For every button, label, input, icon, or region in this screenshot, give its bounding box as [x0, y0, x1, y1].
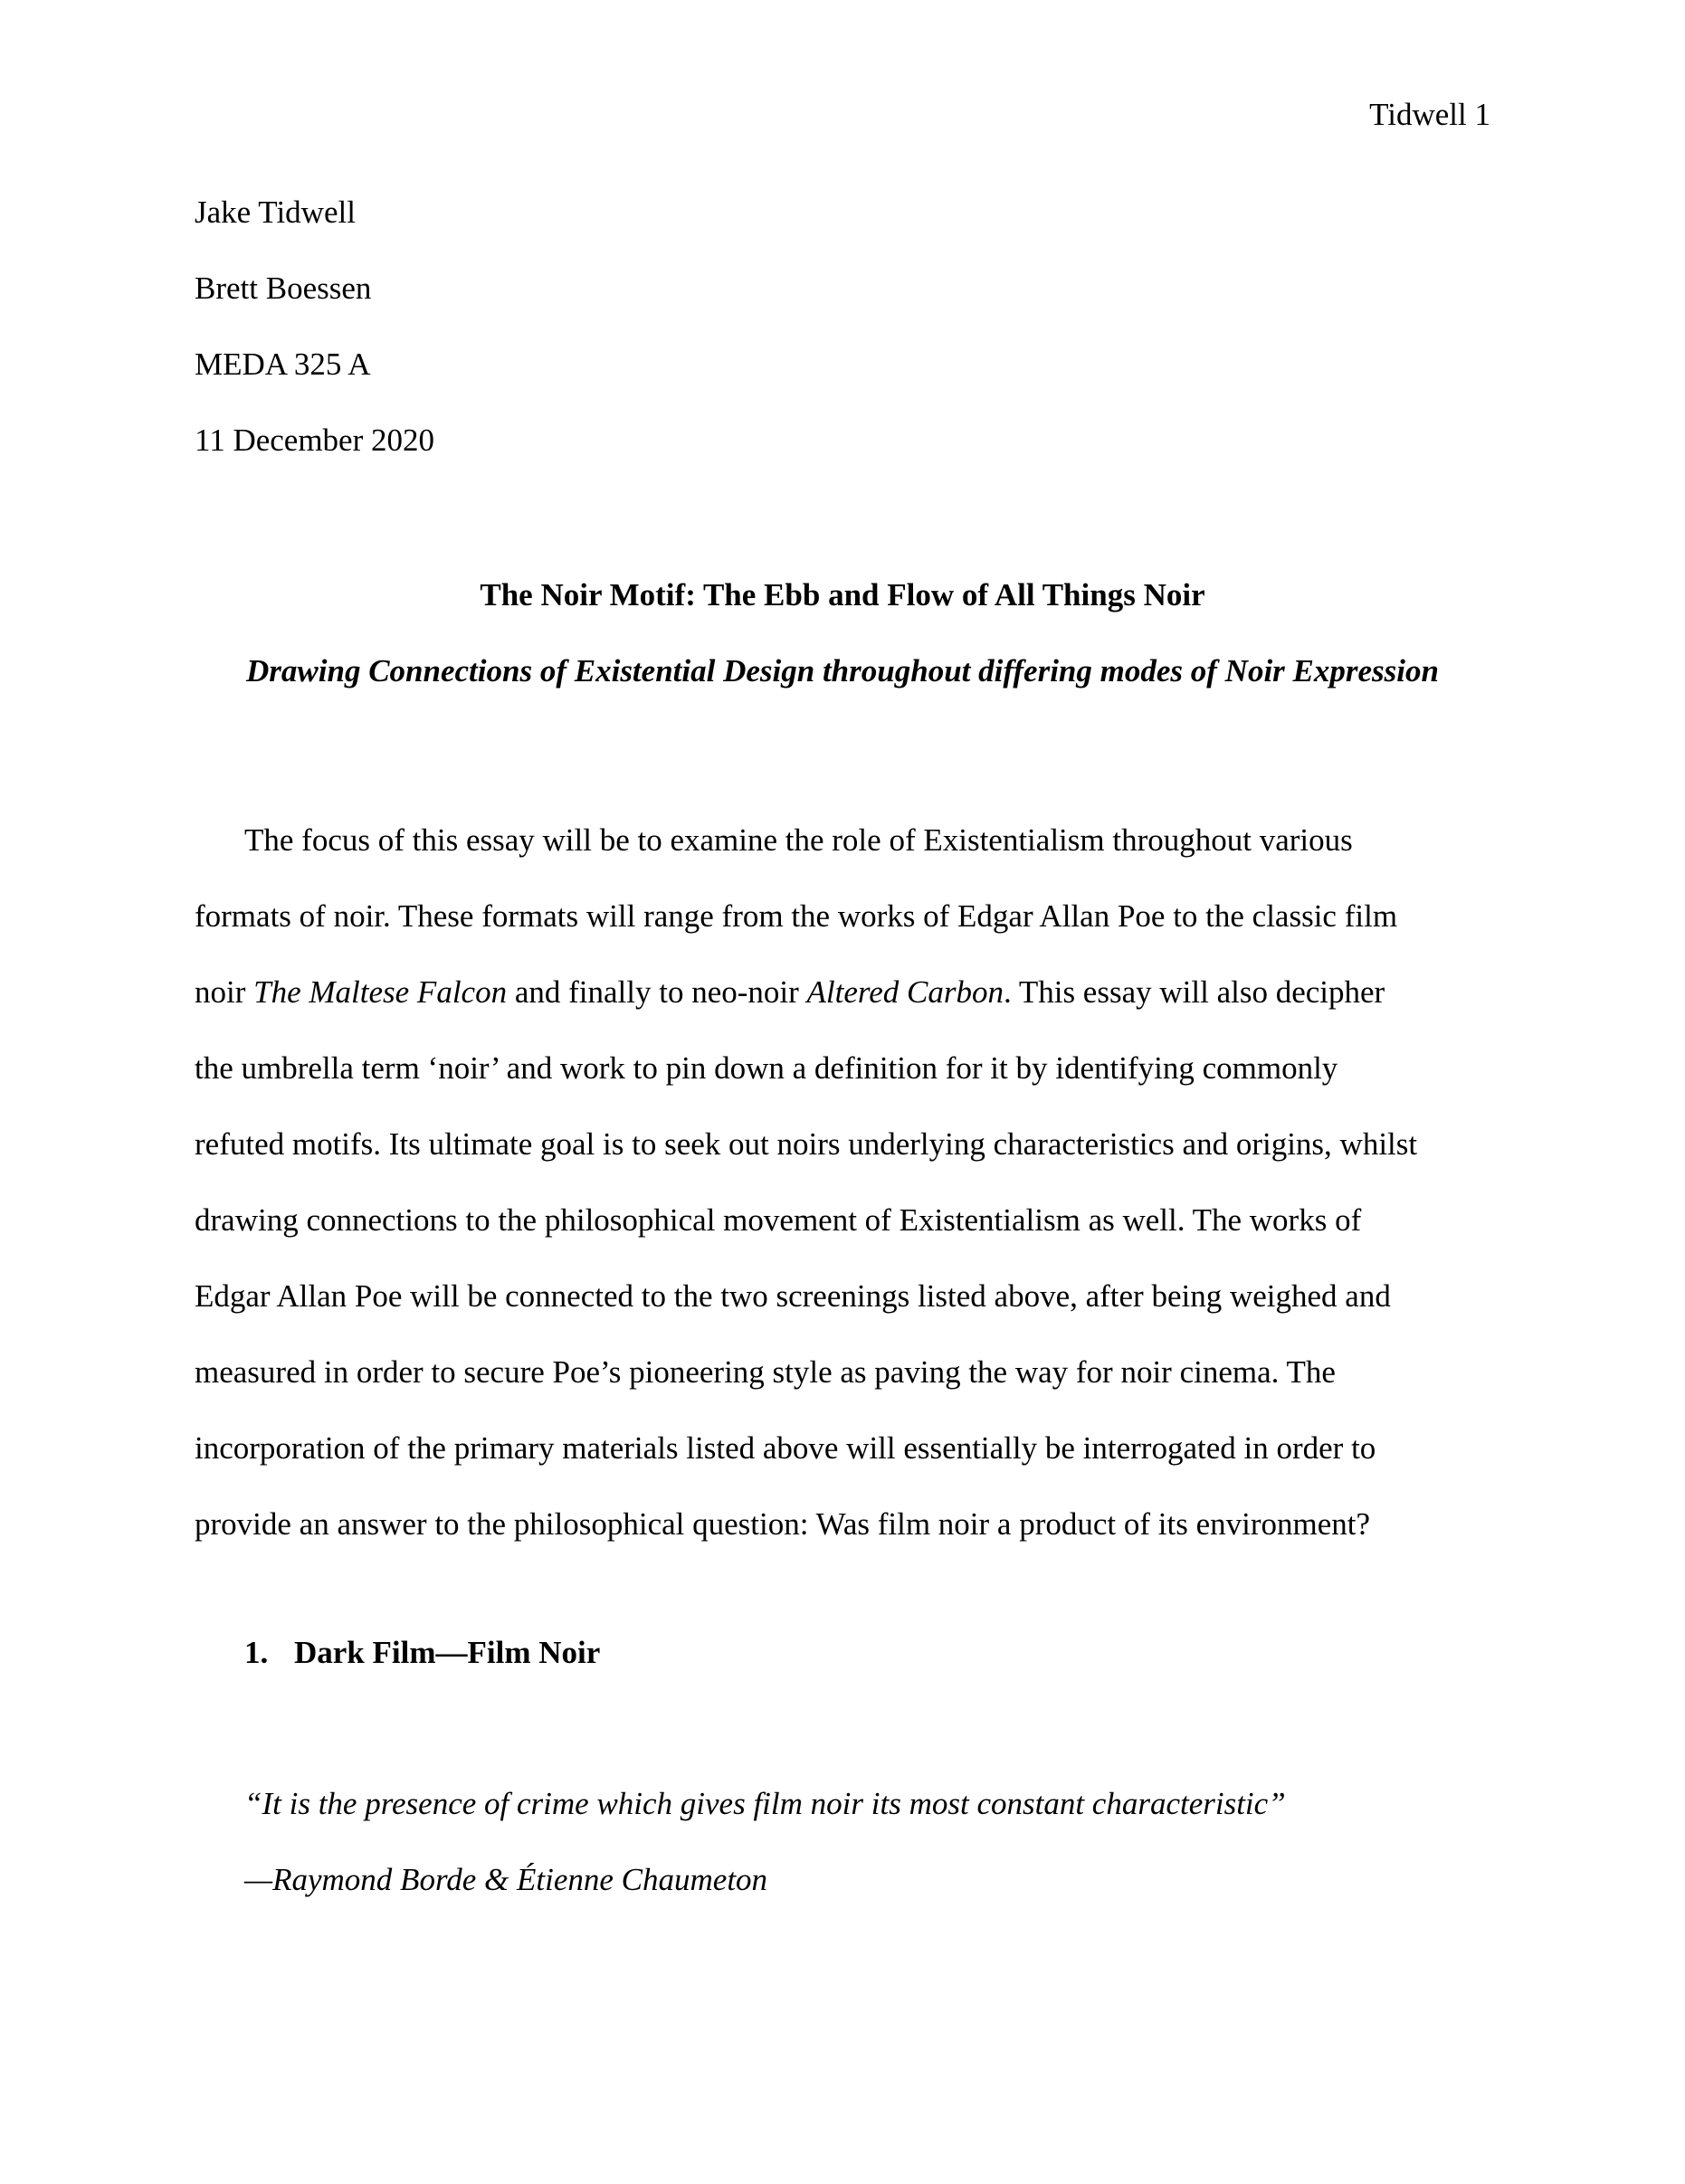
intro-paragraph — [195, 802, 1490, 1562]
paragraph-line: The focus of this essay will be to examine the role of Existentialism throughout various — [244, 822, 1353, 858]
text-run: and finally to neo-noir — [507, 974, 807, 1010]
essay-title: The Noir Motif: The Ebb and Flow of All Things Noir — [480, 577, 1205, 612]
paragraph-line: measured in order to secure Poe’s pioneering style as paving the way for noir cinema. The — [195, 1354, 1336, 1390]
course-name: MEDA 325 A — [195, 347, 371, 382]
text-run: . This essay will also decipher — [1003, 974, 1385, 1010]
paragraph-line — [195, 954, 1490, 1030]
paragraph-line: formats of noir. These formats will range from the works of Edgar Allan Poe to the classic film — [195, 898, 1398, 934]
epigraph — [244, 1785, 1286, 1937]
epigraph-attribution: —Raymond Borde & Étienne Chaumeton — [244, 1862, 768, 1897]
paragraph-line: incorporation of the primary materials listed above will essentially be interrogated in order to — [195, 1430, 1376, 1466]
section-title: Dark Film—Film Noir — [294, 1635, 601, 1670]
paragraph-line: the umbrella term ‘noir’ and work to pin down a definition for it by identifying commonly — [195, 1050, 1338, 1086]
running-head: Tidwell 1 — [1369, 97, 1490, 132]
series-title-altered-carbon: Altered Carbon — [806, 974, 1004, 1010]
instructor-name: Brett Boessen — [195, 271, 372, 306]
paragraph-line: provide an answer to the philosophical question: Was film noir a product of its environment? — [195, 1506, 1371, 1542]
essay-subtitle: Drawing Connections of Existential Design throughout differing modes of Noir Expression — [246, 653, 1439, 688]
paragraph-line: refuted motifs. Its ultimate goal is to seek out noirs underlying characteristics and origins, whilst — [195, 1126, 1418, 1162]
paragraph-line: Edgar Allan Poe will be connected to the two screenings listed above, after being weighed and — [195, 1278, 1391, 1314]
author-name: Jake Tidwell — [195, 195, 356, 230]
mla-heading — [195, 194, 434, 498]
section-number: 1. — [244, 1635, 269, 1670]
paragraph-line: drawing connections to the philosophical movement of Existentialism as well. The works of — [195, 1202, 1362, 1238]
section-heading — [244, 1634, 600, 1672]
film-title-maltese-falcon: The Maltese Falcon — [253, 974, 508, 1010]
epigraph-quote: “It is the presence of crime which gives film noir its most constant characteristic” — [244, 1786, 1286, 1821]
text-run: noir — [195, 974, 254, 1010]
document-date: 11 December 2020 — [195, 423, 434, 458]
